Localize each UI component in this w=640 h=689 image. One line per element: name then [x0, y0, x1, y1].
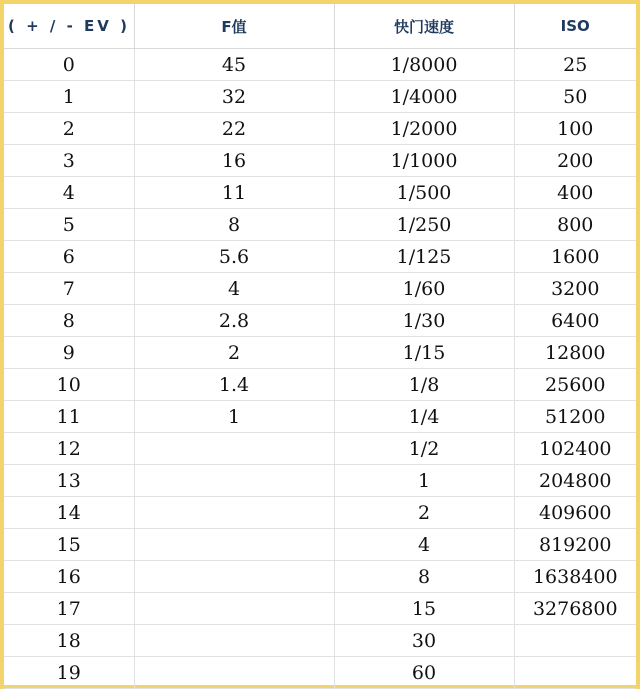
iso-cell: 6400 — [514, 305, 636, 337]
table-row — [4, 81, 636, 113]
shutter-speed-cell: 1/125 — [334, 241, 514, 273]
ev-cell: 15 — [4, 529, 134, 561]
ev-cell: 4 — [4, 177, 134, 209]
table-row — [4, 145, 636, 177]
iso-cell: 3200 — [514, 273, 636, 305]
ev-cell: 13 — [4, 465, 134, 497]
exposure-table — [4, 4, 636, 689]
table-row — [4, 625, 636, 657]
f-value-cell — [134, 561, 334, 593]
ev-cell: 3 — [4, 145, 134, 177]
f-value-cell: 1 — [134, 401, 334, 433]
shutter-speed-cell: 1/60 — [334, 273, 514, 305]
iso-cell: 25 — [514, 49, 636, 81]
table-row — [4, 401, 636, 433]
iso-cell: 102400 — [514, 433, 636, 465]
ev-cell: 8 — [4, 305, 134, 337]
ev-cell: 14 — [4, 497, 134, 529]
shutter-speed-cell: 1/8 — [334, 369, 514, 401]
iso-cell: 819200 — [514, 529, 636, 561]
f-value-cell — [134, 433, 334, 465]
iso-cell: 1600 — [514, 241, 636, 273]
iso-cell: 800 — [514, 209, 636, 241]
shutter-speed-cell: 2 — [334, 497, 514, 529]
ev-cell: 10 — [4, 369, 134, 401]
f-value-cell: 45 — [134, 49, 334, 81]
shutter-speed-cell: 60 — [334, 657, 514, 689]
shutter-speed-cell: 1/8000 — [334, 49, 514, 81]
shutter-speed-cell: 8 — [334, 561, 514, 593]
table-row — [4, 657, 636, 689]
shutter-speed-cell: 1 — [334, 465, 514, 497]
f-value-cell: 1.4 — [134, 369, 334, 401]
shutter-speed-cell: 4 — [334, 529, 514, 561]
iso-cell: 1638400 — [514, 561, 636, 593]
iso-cell: 12800 — [514, 337, 636, 369]
table-row — [4, 369, 636, 401]
ev-cell: 5 — [4, 209, 134, 241]
iso-cell: 3276800 — [514, 593, 636, 625]
f-value-cell: 5.6 — [134, 241, 334, 273]
table-body — [4, 49, 636, 689]
header-f-value: F值 — [134, 4, 334, 49]
header-shutter-speed: 快门速度 — [334, 4, 514, 49]
shutter-speed-cell: 1/500 — [334, 177, 514, 209]
table-row — [4, 177, 636, 209]
f-value-cell: 11 — [134, 177, 334, 209]
ev-cell: 12 — [4, 433, 134, 465]
iso-cell: 50 — [514, 81, 636, 113]
table-row — [4, 593, 636, 625]
iso-cell: 100 — [514, 113, 636, 145]
shutter-speed-cell: 15 — [334, 593, 514, 625]
ev-cell: 11 — [4, 401, 134, 433]
ev-cell: 9 — [4, 337, 134, 369]
ev-cell: 16 — [4, 561, 134, 593]
iso-cell — [514, 625, 636, 657]
shutter-speed-cell: 1/2000 — [334, 113, 514, 145]
header-row — [4, 4, 636, 49]
ev-cell: 0 — [4, 49, 134, 81]
table-row — [4, 433, 636, 465]
iso-cell: 200 — [514, 145, 636, 177]
iso-cell: 400 — [514, 177, 636, 209]
exposure-table-frame — [4, 4, 636, 685]
table-row — [4, 113, 636, 145]
ev-cell: 7 — [4, 273, 134, 305]
f-value-cell: 32 — [134, 81, 334, 113]
table-row — [4, 465, 636, 497]
f-value-cell: 4 — [134, 273, 334, 305]
shutter-speed-cell: 1/4000 — [334, 81, 514, 113]
ev-cell: 18 — [4, 625, 134, 657]
header-ev: ( + / - EV ) — [4, 4, 134, 49]
table-row — [4, 529, 636, 561]
table-row — [4, 305, 636, 337]
table-row — [4, 49, 636, 81]
shutter-speed-cell: 1/2 — [334, 433, 514, 465]
iso-cell — [514, 657, 636, 689]
f-value-cell: 2 — [134, 337, 334, 369]
table-row — [4, 497, 636, 529]
f-value-cell — [134, 529, 334, 561]
f-value-cell — [134, 593, 334, 625]
shutter-speed-cell: 1/1000 — [334, 145, 514, 177]
iso-cell: 204800 — [514, 465, 636, 497]
iso-cell: 51200 — [514, 401, 636, 433]
ev-cell: 17 — [4, 593, 134, 625]
shutter-speed-cell: 1/15 — [334, 337, 514, 369]
shutter-speed-cell: 1/30 — [334, 305, 514, 337]
shutter-speed-cell: 30 — [334, 625, 514, 657]
f-value-cell — [134, 657, 334, 689]
iso-cell: 409600 — [514, 497, 636, 529]
f-value-cell: 16 — [134, 145, 334, 177]
header-iso: ISO — [514, 4, 636, 49]
table-row — [4, 561, 636, 593]
f-value-cell — [134, 625, 334, 657]
table-row — [4, 209, 636, 241]
f-value-cell: 8 — [134, 209, 334, 241]
table-row — [4, 337, 636, 369]
f-value-cell: 22 — [134, 113, 334, 145]
shutter-speed-cell: 1/4 — [334, 401, 514, 433]
ev-cell: 19 — [4, 657, 134, 689]
ev-cell: 1 — [4, 81, 134, 113]
f-value-cell — [134, 497, 334, 529]
shutter-speed-cell: 1/250 — [334, 209, 514, 241]
ev-cell: 6 — [4, 241, 134, 273]
f-value-cell — [134, 465, 334, 497]
iso-cell: 25600 — [514, 369, 636, 401]
table-row — [4, 273, 636, 305]
f-value-cell: 2.8 — [134, 305, 334, 337]
ev-cell: 2 — [4, 113, 134, 145]
table-row — [4, 241, 636, 273]
